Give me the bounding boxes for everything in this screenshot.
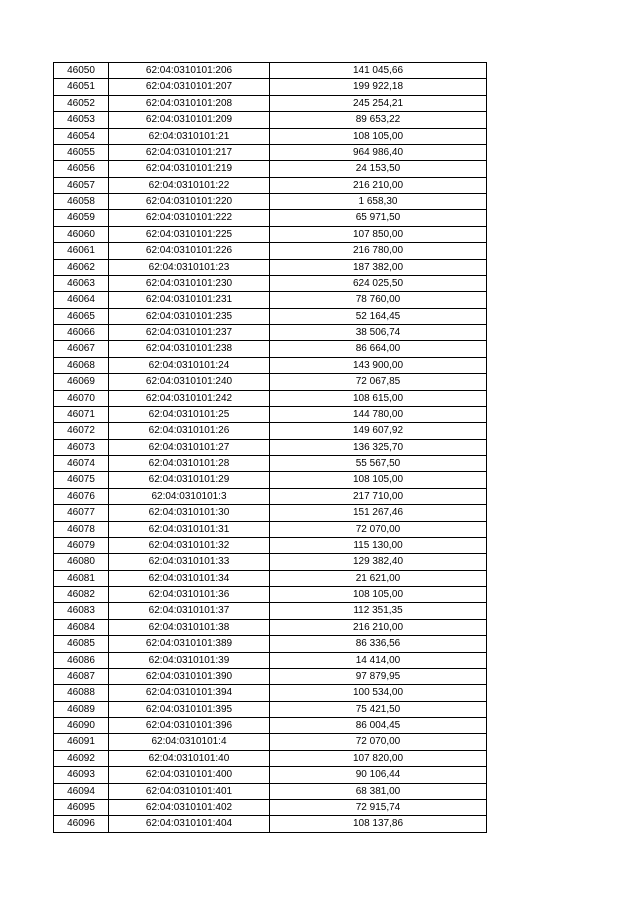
row-number-cell: 46075 (54, 472, 109, 488)
row-number-cell: 46065 (54, 308, 109, 324)
value-cell: 72 070,00 (270, 521, 487, 537)
value-cell: 108 105,00 (270, 587, 487, 603)
table-row (54, 161, 487, 177)
cadastral-number-cell: 62:04:0310101:206 (109, 63, 270, 79)
cadastral-number-cell: 62:04:0310101:226 (109, 243, 270, 259)
table-row (54, 734, 487, 750)
cadastral-number-cell: 62:04:0310101:222 (109, 210, 270, 226)
table-row (54, 341, 487, 357)
row-number-cell: 46090 (54, 718, 109, 734)
value-cell: 624 025,50 (270, 275, 487, 291)
row-number-cell: 46052 (54, 95, 109, 111)
value-cell: 151 267,46 (270, 505, 487, 521)
table-row (54, 685, 487, 701)
cadastral-number-cell: 62:04:0310101:27 (109, 439, 270, 455)
row-number-cell: 46067 (54, 341, 109, 357)
row-number-cell: 46082 (54, 587, 109, 603)
value-cell: 86 664,00 (270, 341, 487, 357)
row-number-cell: 46087 (54, 668, 109, 684)
cadastral-number-cell: 62:04:0310101:401 (109, 783, 270, 799)
row-number-cell: 46092 (54, 750, 109, 766)
cadastral-number-cell: 62:04:0310101:30 (109, 505, 270, 521)
cadastral-number-cell: 62:04:0310101:39 (109, 652, 270, 668)
value-cell: 108 105,00 (270, 472, 487, 488)
cadastral-number-cell: 62:04:0310101:34 (109, 570, 270, 586)
row-number-cell: 46094 (54, 783, 109, 799)
row-number-cell: 46054 (54, 128, 109, 144)
row-number-cell: 46086 (54, 652, 109, 668)
table-row (54, 619, 487, 635)
row-number-cell: 46051 (54, 79, 109, 95)
table-row (54, 210, 487, 226)
value-cell: 68 381,00 (270, 783, 487, 799)
row-number-cell: 46080 (54, 554, 109, 570)
table-row (54, 472, 487, 488)
table-row (54, 390, 487, 406)
cadastral-number-cell: 62:04:0310101:22 (109, 177, 270, 193)
cadastral-number-cell: 62:04:0310101:38 (109, 619, 270, 635)
table-row (54, 128, 487, 144)
table-row (54, 439, 487, 455)
cadastral-number-cell: 62:04:0310101:25 (109, 406, 270, 422)
table-row (54, 423, 487, 439)
table-row (54, 226, 487, 242)
value-cell: 149 607,92 (270, 423, 487, 439)
cadastral-number-cell: 62:04:0310101:402 (109, 799, 270, 815)
row-number-cell: 46084 (54, 619, 109, 635)
row-number-cell: 46068 (54, 357, 109, 373)
row-number-cell: 46093 (54, 767, 109, 783)
row-number-cell: 46056 (54, 161, 109, 177)
cadastral-number-cell: 62:04:0310101:209 (109, 112, 270, 128)
row-number-cell: 46081 (54, 570, 109, 586)
value-cell: 245 254,21 (270, 95, 487, 111)
cadastral-number-cell: 62:04:0310101:36 (109, 587, 270, 603)
row-number-cell: 46085 (54, 636, 109, 652)
value-cell: 65 971,50 (270, 210, 487, 226)
cadastral-number-cell: 62:04:0310101:3 (109, 488, 270, 504)
value-cell: 75 421,50 (270, 701, 487, 717)
table-body (54, 63, 487, 833)
value-cell: 129 382,40 (270, 554, 487, 570)
value-cell: 38 506,74 (270, 325, 487, 341)
cadastral-number-cell: 62:04:0310101:33 (109, 554, 270, 570)
value-cell: 14 414,00 (270, 652, 487, 668)
row-number-cell: 46095 (54, 799, 109, 815)
value-cell: 52 164,45 (270, 308, 487, 324)
row-number-cell: 46066 (54, 325, 109, 341)
table-row (54, 95, 487, 111)
row-number-cell: 46083 (54, 603, 109, 619)
value-cell: 143 900,00 (270, 357, 487, 373)
cadastral-number-cell: 62:04:0310101:207 (109, 79, 270, 95)
value-cell: 187 382,00 (270, 259, 487, 275)
table-row (54, 325, 487, 341)
row-number-cell: 46064 (54, 292, 109, 308)
cadastral-number-cell: 62:04:0310101:237 (109, 325, 270, 341)
table-row (54, 194, 487, 210)
value-cell: 136 325,70 (270, 439, 487, 455)
value-cell: 100 534,00 (270, 685, 487, 701)
cadastral-number-cell: 62:04:0310101:400 (109, 767, 270, 783)
cadastral-number-cell: 62:04:0310101:29 (109, 472, 270, 488)
row-number-cell: 46072 (54, 423, 109, 439)
cadastral-number-cell: 62:04:0310101:235 (109, 308, 270, 324)
table-row (54, 456, 487, 472)
row-number-cell: 46057 (54, 177, 109, 193)
value-cell: 89 653,22 (270, 112, 487, 128)
cadastral-number-cell: 62:04:0310101:208 (109, 95, 270, 111)
value-cell: 115 130,00 (270, 537, 487, 553)
table-row (54, 636, 487, 652)
cadastral-number-cell: 62:04:0310101:28 (109, 456, 270, 472)
row-number-cell: 46069 (54, 374, 109, 390)
value-cell: 72 067,85 (270, 374, 487, 390)
cadastral-number-cell: 62:04:0310101:390 (109, 668, 270, 684)
table-row (54, 603, 487, 619)
table-row (54, 701, 487, 717)
table-row (54, 783, 487, 799)
value-cell: 107 850,00 (270, 226, 487, 242)
row-number-cell: 46070 (54, 390, 109, 406)
table-row (54, 750, 487, 766)
value-cell: 216 210,00 (270, 177, 487, 193)
value-cell: 141 045,66 (270, 63, 487, 79)
value-cell: 86 004,45 (270, 718, 487, 734)
table-row (54, 570, 487, 586)
table-row (54, 243, 487, 259)
cadastral-number-cell: 62:04:0310101:231 (109, 292, 270, 308)
table-row (54, 505, 487, 521)
cadastral-value-table (53, 62, 487, 833)
value-cell: 72 070,00 (270, 734, 487, 750)
table-row (54, 275, 487, 291)
table-row (54, 767, 487, 783)
row-number-cell: 46089 (54, 701, 109, 717)
cadastral-number-cell: 62:04:0310101:238 (109, 341, 270, 357)
cadastral-number-cell: 62:04:0310101:220 (109, 194, 270, 210)
table-row (54, 112, 487, 128)
table-row (54, 357, 487, 373)
value-cell: 78 760,00 (270, 292, 487, 308)
value-cell: 107 820,00 (270, 750, 487, 766)
cadastral-number-cell: 62:04:0310101:26 (109, 423, 270, 439)
row-number-cell: 46073 (54, 439, 109, 455)
table-row (54, 177, 487, 193)
value-cell: 144 780,00 (270, 406, 487, 422)
table-row (54, 259, 487, 275)
cadastral-number-cell: 62:04:0310101:396 (109, 718, 270, 734)
value-cell: 964 986,40 (270, 144, 487, 160)
value-cell: 199 922,18 (270, 79, 487, 95)
row-number-cell: 46062 (54, 259, 109, 275)
cadastral-number-cell: 62:04:0310101:32 (109, 537, 270, 553)
cadastral-number-cell: 62:04:0310101:230 (109, 275, 270, 291)
cadastral-number-cell: 62:04:0310101:21 (109, 128, 270, 144)
row-number-cell: 46077 (54, 505, 109, 521)
cadastral-number-cell: 62:04:0310101:40 (109, 750, 270, 766)
table-row (54, 406, 487, 422)
row-number-cell: 46058 (54, 194, 109, 210)
cadastral-number-cell: 62:04:0310101:217 (109, 144, 270, 160)
table-row (54, 488, 487, 504)
row-number-cell: 46071 (54, 406, 109, 422)
table-row (54, 521, 487, 537)
cadastral-number-cell: 62:04:0310101:395 (109, 701, 270, 717)
row-number-cell: 46050 (54, 63, 109, 79)
row-number-cell: 46063 (54, 275, 109, 291)
value-cell: 86 336,56 (270, 636, 487, 652)
value-cell: 21 621,00 (270, 570, 487, 586)
cadastral-number-cell: 62:04:0310101:37 (109, 603, 270, 619)
value-cell: 55 567,50 (270, 456, 487, 472)
value-cell: 217 710,00 (270, 488, 487, 504)
table-row (54, 816, 487, 832)
row-number-cell: 46079 (54, 537, 109, 553)
table-row (54, 587, 487, 603)
value-cell: 90 106,44 (270, 767, 487, 783)
value-cell: 24 153,50 (270, 161, 487, 177)
value-cell: 108 615,00 (270, 390, 487, 406)
cadastral-number-cell: 62:04:0310101:240 (109, 374, 270, 390)
value-cell: 216 780,00 (270, 243, 487, 259)
cadastral-number-cell: 62:04:0310101:24 (109, 357, 270, 373)
row-number-cell: 46091 (54, 734, 109, 750)
cadastral-number-cell: 62:04:0310101:31 (109, 521, 270, 537)
table-row (54, 63, 487, 79)
table-row (54, 668, 487, 684)
table-row (54, 144, 487, 160)
cadastral-number-cell: 62:04:0310101:23 (109, 259, 270, 275)
table-row (54, 799, 487, 815)
row-number-cell: 46061 (54, 243, 109, 259)
cadastral-number-cell: 62:04:0310101:4 (109, 734, 270, 750)
table-row (54, 554, 487, 570)
value-cell: 72 915,74 (270, 799, 487, 815)
value-cell: 108 137,86 (270, 816, 487, 832)
value-cell: 108 105,00 (270, 128, 487, 144)
row-number-cell: 46076 (54, 488, 109, 504)
row-number-cell: 46059 (54, 210, 109, 226)
table-row (54, 374, 487, 390)
row-number-cell: 46088 (54, 685, 109, 701)
value-cell: 216 210,00 (270, 619, 487, 635)
cadastral-number-cell: 62:04:0310101:219 (109, 161, 270, 177)
table-row (54, 652, 487, 668)
cadastral-number-cell: 62:04:0310101:394 (109, 685, 270, 701)
table-row (54, 308, 487, 324)
cadastral-number-cell: 62:04:0310101:404 (109, 816, 270, 832)
row-number-cell: 46060 (54, 226, 109, 242)
row-number-cell: 46053 (54, 112, 109, 128)
row-number-cell: 46055 (54, 144, 109, 160)
table-row (54, 537, 487, 553)
cadastral-number-cell: 62:04:0310101:225 (109, 226, 270, 242)
value-cell: 1 658,30 (270, 194, 487, 210)
row-number-cell: 46078 (54, 521, 109, 537)
table-row (54, 718, 487, 734)
row-number-cell: 46074 (54, 456, 109, 472)
row-number-cell: 46096 (54, 816, 109, 832)
cadastral-number-cell: 62:04:0310101:242 (109, 390, 270, 406)
value-cell: 112 351,35 (270, 603, 487, 619)
value-cell: 97 879,95 (270, 668, 487, 684)
table-row (54, 292, 487, 308)
cadastral-number-cell: 62:04:0310101:389 (109, 636, 270, 652)
table-row (54, 79, 487, 95)
